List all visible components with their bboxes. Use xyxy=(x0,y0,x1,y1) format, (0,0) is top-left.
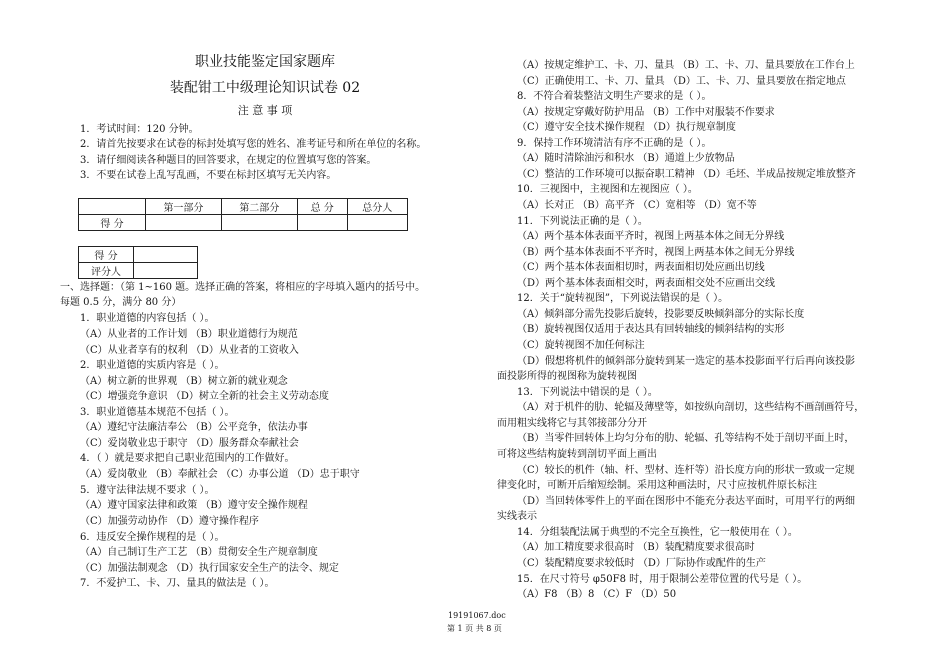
question-option: （A）对于机件的肋、轮辐及薄壁等，如按纵向剖切，这些结构不画剖画符号， xyxy=(517,402,865,413)
question-stem: 5．遵守法律法规不要求（ ）。 xyxy=(80,485,215,496)
notice-item: 1．考试时间：120 分钟。 xyxy=(80,124,199,135)
question-stem: 6．违反安全操作规程的是（ ）。 xyxy=(80,532,225,543)
exam-bank-title: 职业技能鉴定国家题库 xyxy=(195,54,335,70)
section-score-label: 得 分 xyxy=(79,247,134,263)
section-instruction: 每题 0.5 分，满分 80 分） xyxy=(60,297,182,308)
question-stem: 7．不爱护工、卡、刀、量具的做法是（ ）。 xyxy=(80,578,275,589)
question-option: （B）两个基本体表面不平齐时，视图上两基本体之间无分界线 xyxy=(517,247,795,258)
question-option-continued: 而用粗实线将它与其邻接部分分开 xyxy=(497,418,647,429)
footer-filename: 19191067.doc xyxy=(448,611,506,620)
question-stem: 9．保持工作环境清洁有序不正确的是（ ）。 xyxy=(517,138,712,149)
question-stem: 12．关于“旋转视图”，下列说法错误的是（ ）。 xyxy=(517,293,729,304)
notice-heading: 注 意 事 项 xyxy=(237,104,293,117)
question-option: （C）较长的机件（轴、杆、型材、连杆等）沿长度方向的形状一致或一定规 xyxy=(517,465,855,476)
question-option: （A）按规定穿戴好防护用品 （B）工作中对服装不作要求 xyxy=(517,107,775,118)
section-grader-cell[interactable] xyxy=(134,263,198,279)
question-stem: 11．下列说法正确的是（ ）。 xyxy=(517,216,648,227)
score-table-header xyxy=(79,199,146,215)
score-cell[interactable] xyxy=(221,215,297,231)
score-cell[interactable] xyxy=(297,215,347,231)
score-table-header: 第一部分 xyxy=(146,199,222,215)
question-stem: 10．三视图中，主视图和左视图应（ ）。 xyxy=(517,184,698,195)
notice-item: 3．不要在试卷上乱写乱画，不要在标封区填写无关内容。 xyxy=(80,170,337,181)
question-option-continued: 律变化时，可断开后缩短绘制。采用这种画法时，尺寸应按机件原长标注 xyxy=(497,480,817,491)
question-option: （C）加强劳动协作 （D）遵守操作程序 xyxy=(80,516,259,527)
exam-paper-title: 装配钳工中级理论知识试卷 02 xyxy=(169,80,361,96)
question-option: （C）两个基本体表面相切时，两表面相切处应画出切线 xyxy=(517,262,765,273)
question-stem: 3．职业道德基本规范不包括（ ）。 xyxy=(80,407,235,418)
question-option: （D）两个基本体表面相交时，两表面相交处不应画出交线 xyxy=(517,278,776,289)
score-cell[interactable] xyxy=(146,215,222,231)
question-option: （C）正确使用工、卡、刀、量具 （D）工、卡、刀、量具要放在指定地点 xyxy=(517,76,846,87)
section-instruction: 一、选择题：（第 1~160 题。选择正确的答案，将相应的字母填入题内的括号中。 xyxy=(60,282,426,293)
question-option: （A）随时清除油污和积水 （B）通道上少放物品 xyxy=(517,153,735,164)
question-option: （A）F8 （B）8 （C）F （D）50 xyxy=(517,589,677,600)
question-option: （C）遵守安全技术操作规程 （D）执行规章制度 xyxy=(517,122,736,133)
section-score-table xyxy=(78,246,198,279)
question-option: （C）增强竞争意识 （D）树立全新的社会主义劳动态度 xyxy=(80,391,329,402)
question-option: （A）从业者的工作计划 （B）职业道德行为规范 xyxy=(80,329,298,340)
question-stem: 1．职业道德的内容包括（ ）。 xyxy=(80,313,215,324)
question-option-continued: 实线表示 xyxy=(497,511,537,522)
question-option: （A）加工精度要求很高时 （B）装配精度要求很高时 xyxy=(517,542,755,553)
question-option: （A）倾斜部分需先投影后旋转，投影要反映倾斜部分的实际长度 xyxy=(517,309,805,320)
question-option: （C）旋转视图不加任何标注 xyxy=(517,340,645,351)
section-grader-label: 评分人 xyxy=(79,263,134,279)
question-option: （A）遵守国家法律和政策 （B）遵守安全操作规程 xyxy=(80,500,308,511)
question-option-continued: 面投影所得的视图称为旋转视图 xyxy=(497,371,637,382)
question-stem: 8．不符合着装整洁文明生产要求的是（ ）。 xyxy=(517,91,712,102)
question-stem: 14．分组装配法属于典型的不完全互换性，它一般使用在（ ）。 xyxy=(517,527,798,538)
question-option: （C）加强法制观念 （D）执行国家安全生产的法令、规定 xyxy=(80,563,339,574)
question-option: （A）遵纪守法廉洁奉公 （B）公平竞争，依法办事 xyxy=(80,422,308,433)
question-option: （A）长对正 （B）高平齐 （C）宽相等 （D）宽不等 xyxy=(517,200,757,211)
question-option: （A）自己制订生产工艺 （B）贯彻安全生产规章制度 xyxy=(80,547,318,558)
score-cell[interactable] xyxy=(347,215,407,231)
question-option: （B）当零件回转体上均匀分布的肋、轮辐、孔等结构不处于剖切平面上时， xyxy=(517,433,855,444)
notice-item: 2．请首先按要求在试卷的标封处填写您的姓名、准考证号和所在单位的名称。 xyxy=(80,139,427,150)
score-table-header: 第二部分 xyxy=(221,199,297,215)
question-option: （C）装配精度要求较低时 （D）厂际协作或配件的生产 xyxy=(517,558,766,569)
question-stem: 4．（ ）就是要求把自己职业范围内的工作做好。 xyxy=(80,453,295,464)
question-option: （A）爱岗敬业 （B）奉献社会 （C）办事公道 （D）忠于职守 xyxy=(80,469,360,480)
score-row-label: 得 分 xyxy=(79,215,146,231)
question-option-continued: 可将这些结构旋转到剖切平面上画出 xyxy=(497,449,657,460)
question-option: （D）假想将机件的倾斜部分旋转到某一选定的基本投影面平行后再向该投影 xyxy=(517,356,856,367)
footer-page-number: 第 1 页 共 8 页 xyxy=(447,624,502,633)
question-option: （A）按规定维护工、卡、刀、量具 （B）工、卡、刀、量具要放在工作台上 xyxy=(517,60,855,71)
question-stem: 15．在尺寸符号 φ50F8 时，用于限制公差带位置的代号是（ ）。 xyxy=(517,574,808,585)
section-score-cell[interactable] xyxy=(134,247,198,263)
question-stem: 13．下列说法中错误的是（ ）。 xyxy=(517,387,658,398)
question-option: （C）爱岗敬业忠于职守 （D）服务群众奉献社会 xyxy=(80,438,299,449)
score-table-header: 总 分 xyxy=(297,199,347,215)
question-option: （A）两个基本体表面平齐时，视图上两基本体之间无分界线 xyxy=(517,231,785,242)
notice-item: 3．请仔细阅读各种题目的回答要求，在规定的位置填写您的答案。 xyxy=(80,155,377,166)
question-option: （D）当回转体零件上的平面在图形中不能充分表达平面时，可用平行的两细 xyxy=(517,496,856,507)
score-table xyxy=(78,198,408,231)
question-option: （C）从业者享有的权利 （D）从业者的工资收入 xyxy=(80,345,299,356)
score-table-header: 总分人 xyxy=(347,199,407,215)
question-option: （C）整洁的工作环境可以振奋职工精神 （D）毛坯、半成品按规定堆放整齐 xyxy=(517,169,856,180)
question-option: （B）旋转视图仅适用于表达具有回转轴线的倾斜结构的实形 xyxy=(517,324,785,335)
question-stem: 2．职业道德的实质内容是（ ）。 xyxy=(80,360,225,371)
question-option: （A）树立新的世界观 （B）树立新的就业观念 xyxy=(80,376,288,387)
